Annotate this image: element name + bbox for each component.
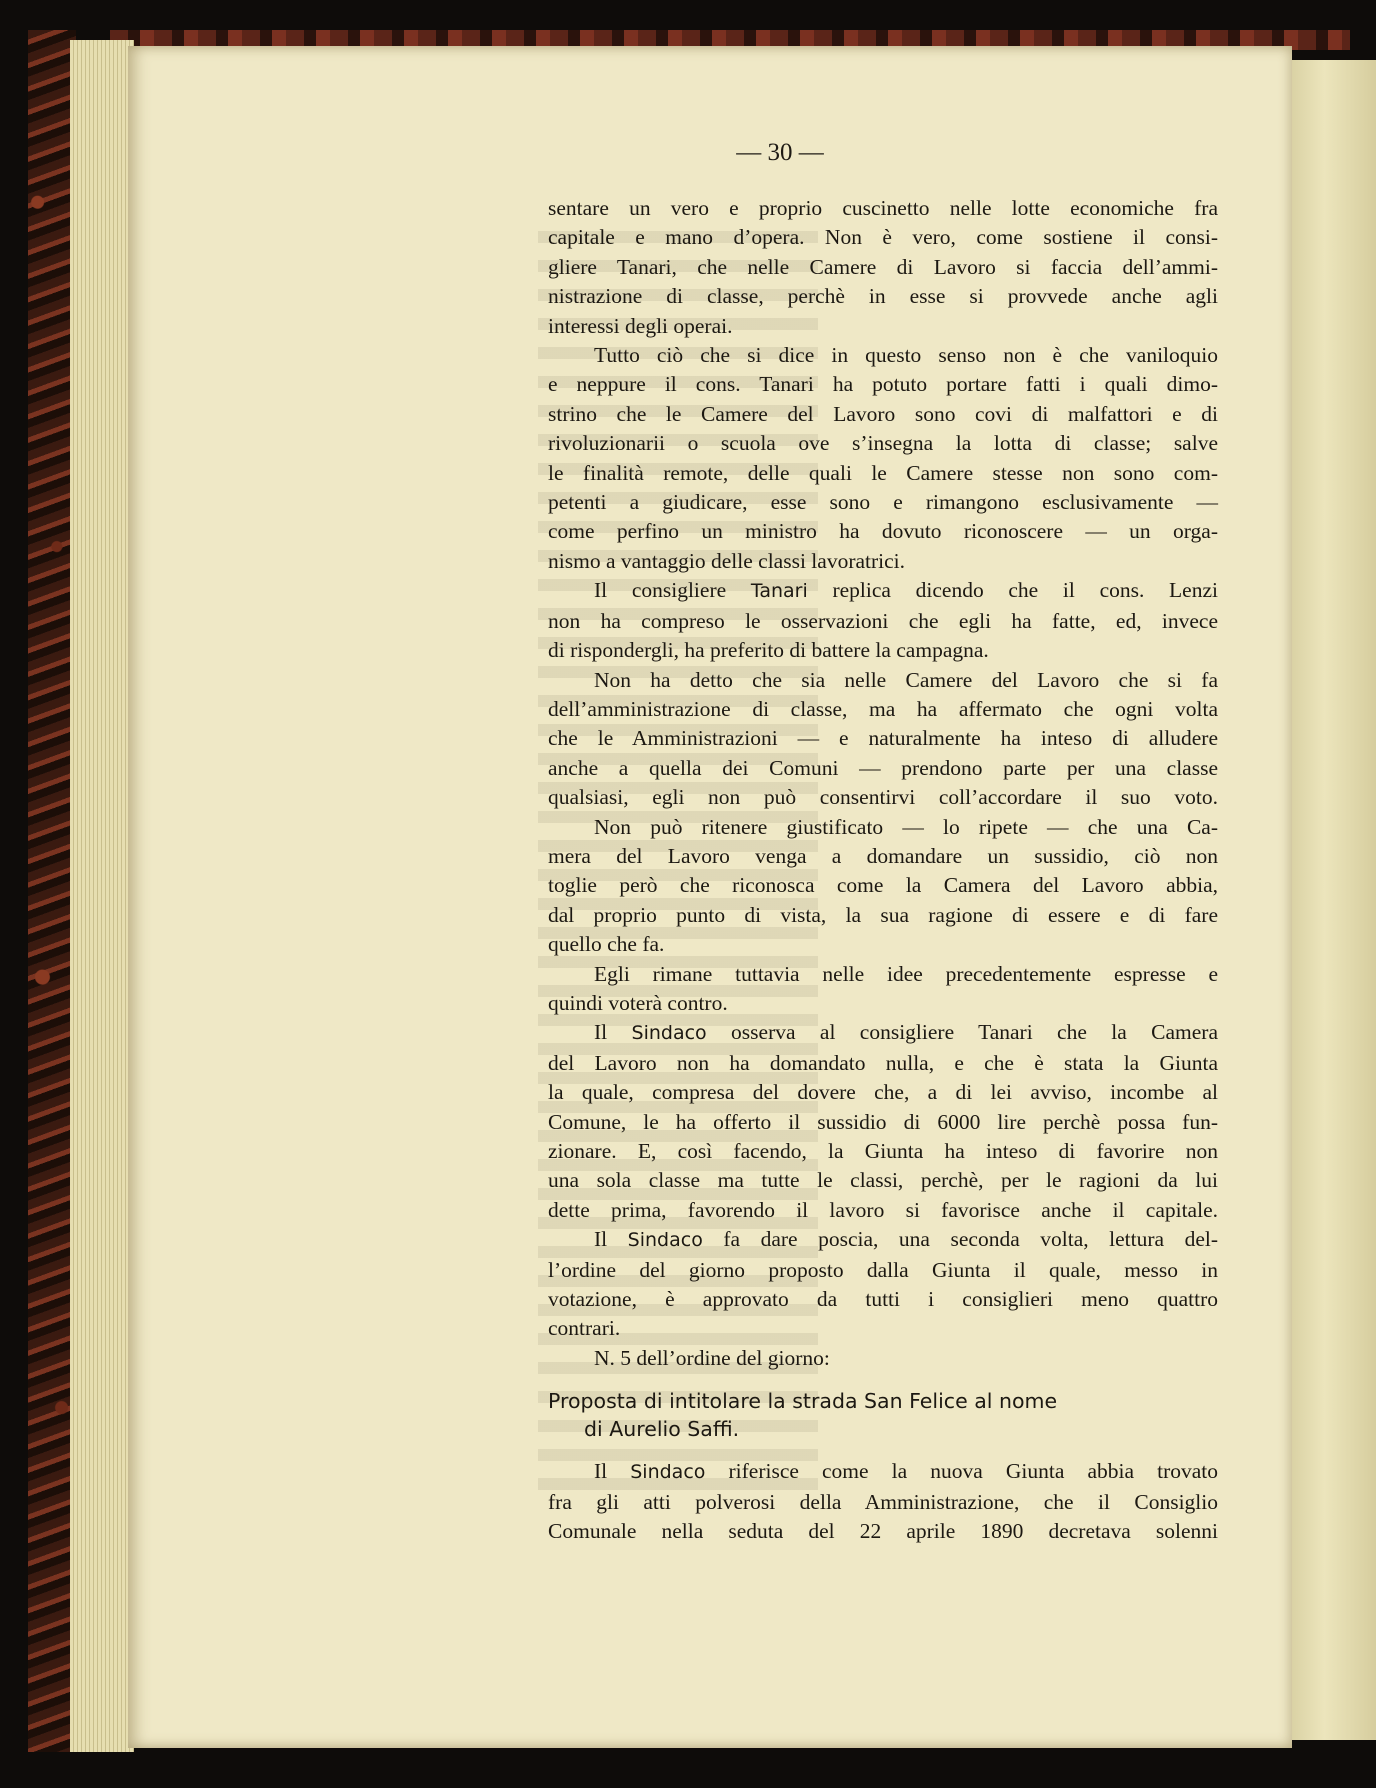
text-line: quello che fa.: [548, 932, 665, 957]
speaker-name: Sindaco: [627, 1229, 703, 1252]
text-line: petenti a giudicare, esse sono e rimangono esclusivamente —: [548, 490, 1218, 515]
book-cover-edge: [28, 30, 76, 1752]
text-line: Non ha detto che sia nelle Camere del Lavoro che si fa: [594, 667, 1218, 692]
speaker-name: Sindaco: [631, 1022, 707, 1045]
speaker-name: Sindaco: [630, 1461, 706, 1484]
text-line: votazione, è approvato da tutti i consiglieri meno quattro: [548, 1287, 1218, 1312]
text-line: sentare un vero e proprio cuscinetto nelle lotte economiche fra: [548, 196, 1218, 220]
facing-page-edge: [1290, 60, 1376, 1740]
text-line: di rispondergli, ha preferito di battere la campagna.: [548, 638, 989, 663]
paragraph-10: [548, 1457, 1218, 1546]
text-line: dette prima, favorendo il lavoro si favorisce anche il capitale.: [548, 1197, 1218, 1222]
text-line: Non può ritenere giustificato — lo ripete — che una Ca-: [594, 814, 1218, 839]
text-line: non ha compreso le osservazioni che egli ha fatte, ed, invece: [548, 608, 1218, 633]
paragraph-6: [548, 960, 1218, 1019]
text-fragment: Il: [594, 1020, 608, 1045]
paragraph-9: [548, 1344, 1218, 1373]
text-line: qualsiasi, egli non può consentirvi coll’accordare il suo voto.: [548, 785, 1218, 810]
paragraph-5: [548, 813, 1218, 960]
text-line: [548, 576, 1218, 606]
page-number: — 30 —: [736, 139, 824, 166]
text-line: le finalità remote, delle quali le Camere stesse non sono com-: [548, 460, 1218, 485]
paragraph-2: [548, 341, 1218, 576]
text-line: mera del Lavoro venga a domandare un sussidio, ciò non: [548, 843, 1218, 868]
text-line: rivoluzionarii o scuola ove s’insegna la lotta di classe; salve: [548, 431, 1218, 456]
book-page: [128, 46, 1292, 1748]
text-line: capitale e mano d’opera. Non è vero, come sostiene il consi-: [548, 225, 1218, 250]
text-line: e neppure il cons. Tanari ha potuto portare fatti i quali dimo-: [548, 372, 1218, 397]
body-text: [548, 194, 1218, 1546]
paragraph-8: [548, 1225, 1218, 1344]
text-line: Comune, le ha offerto il sussidio di 6000 lire perchè possa fun-: [548, 1109, 1218, 1134]
text-line: dal proprio punto di vista, la sua ragione di essere e di fare: [548, 902, 1218, 927]
text-line: contrari.: [548, 1316, 621, 1341]
text-line: Comunale nella seduta del 22 aprile 1890 decretava solenni: [548, 1519, 1218, 1544]
section-heading: [548, 1387, 1218, 1443]
text-line: strino che le Camere del Lavoro sono covi di malfattori e di: [548, 401, 1218, 426]
page-stack: [70, 40, 134, 1752]
paragraph-4: [548, 666, 1218, 813]
text-line: del Lavoro non ha domandato nulla, e che è stata la Giunta: [548, 1050, 1218, 1075]
text-line: come perfino un ministro ha dovuto riconoscere — un orga-: [548, 519, 1218, 544]
text-line: toglie però che riconosca come la Camera del Lavoro abbia,: [548, 873, 1218, 898]
text-line: [548, 1018, 1218, 1048]
text-line: fra gli atti polverosi della Amministrazione, che il Consiglio: [548, 1489, 1218, 1514]
text-line: [548, 1457, 1218, 1487]
text-line: [548, 1225, 1218, 1255]
text-fragment: Il: [594, 1227, 608, 1252]
heading-line: di Aurelio Saffi.: [584, 1417, 740, 1442]
text-fragment: replica dicendo che il cons. Lenzi: [832, 578, 1218, 603]
text-line: N. 5 dell’ordine del giorno:: [594, 1345, 830, 1370]
text-line: dell’amministrazione di classe, ma ha affermato che ogni volta: [548, 696, 1218, 721]
text-fragment: riferisce come la nuova Giunta abbia trovato: [728, 1459, 1219, 1484]
paragraph-7: [548, 1018, 1218, 1225]
text-line: Egli rimane tuttavia nelle idee precedentemente espresse e: [594, 961, 1218, 986]
paragraph-3: [548, 576, 1218, 665]
text-line: l’ordine del giorno proposto dalla Giunta il quale, messo in: [548, 1257, 1218, 1282]
text-line: Tutto ciò che si dice in questo senso non è che vaniloquio: [594, 343, 1218, 368]
heading-line: Proposta di intitolare la strada San Felice al nome: [548, 1389, 1058, 1414]
text-line: interessi degli operai.: [548, 313, 733, 338]
text-line: quindi voterà contro.: [548, 990, 728, 1015]
text-fragment: osserva al consigliere Tanari che la Camera: [731, 1020, 1218, 1045]
text-line: una sola classe ma tutte le classi, perchè, per le ragioni da lui: [548, 1168, 1218, 1193]
speaker-name: Tanari: [750, 580, 808, 603]
text-fragment: fa dare poscia, una seconda volta, lettura del-: [723, 1227, 1219, 1252]
text-line: nistrazione di classe, perchè in esse si provvede anche agli: [548, 284, 1218, 309]
text-line: gliere Tanari, che nelle Camere di Lavoro si faccia dell’ammi-: [548, 254, 1218, 279]
text-line: zionare. E, così facendo, la Giunta ha inteso di favorire non: [548, 1139, 1218, 1163]
paragraph-1: [548, 194, 1218, 341]
text-fragment: Il: [594, 1459, 608, 1484]
text-fragment: Il consigliere: [594, 578, 727, 603]
text-line: nismo a vantaggio delle classi lavoratrici.: [548, 548, 906, 573]
text-line: anche a quella dei Comuni — prendono parte per una classe: [548, 755, 1218, 780]
text-line: la quale, compresa del dovere che, a di lei avviso, incombe al: [548, 1080, 1218, 1105]
text-line: che le Amministrazioni — e naturalmente ha inteso di alludere: [548, 726, 1218, 751]
